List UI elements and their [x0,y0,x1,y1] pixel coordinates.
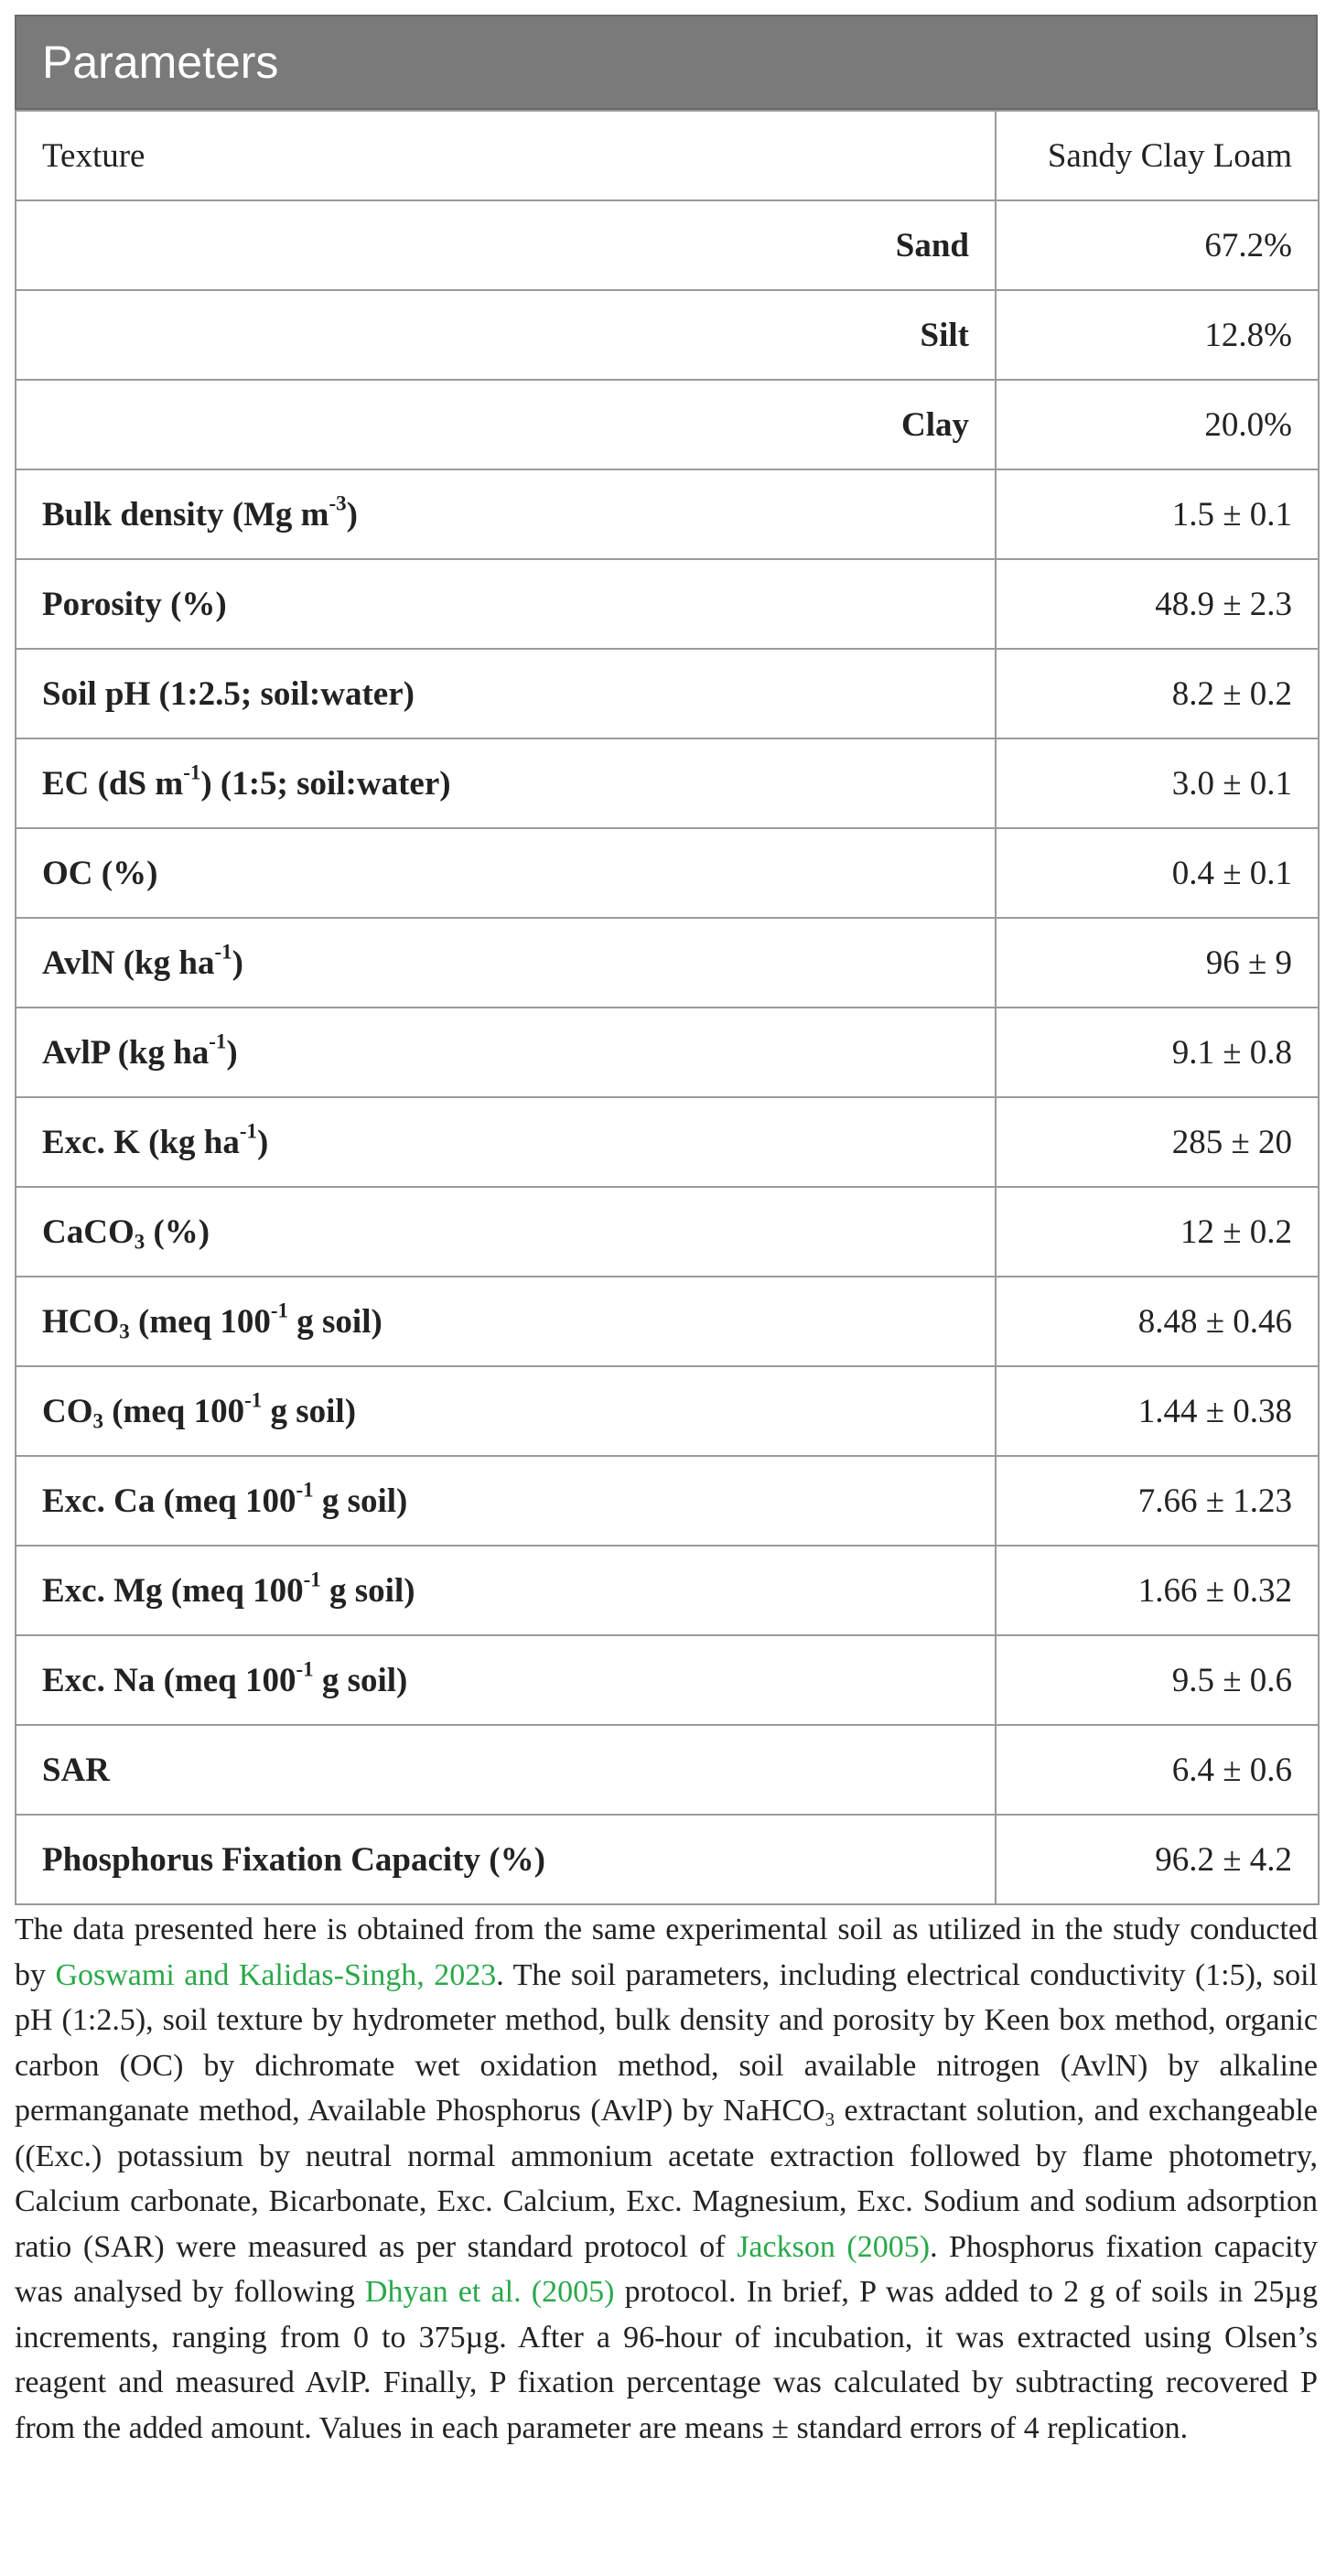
row-label: AvlN (kg $ha^{-1}$) [16,918,996,1008]
row-value: 12.8% [996,290,1319,380]
row-label: SAR [16,1725,996,1815]
row-value: 3.0 ± 0.1 [996,738,1319,828]
table-row [16,1725,1319,1815]
row-value: 20.0% [996,380,1319,469]
row-label: Exc. K (kg $ha^{-1}$) [16,1097,996,1187]
row-value: 8.48 ± 0.46 [996,1277,1319,1366]
row-value: 9.1 ± 0.8 [996,1008,1319,1097]
table-row [16,1456,1319,1546]
row-value: 285 ± 20 [996,1097,1319,1187]
table-row [16,469,1319,559]
citation-link-jackson[interactable]: Jackson (2005) [737,2229,931,2264]
table-row [16,1366,1319,1456]
row-value: 6.4 ± 0.6 [996,1725,1319,1815]
row-value: 96.2 ± 4.2 [996,1815,1319,1904]
row-label: Bulk density (Mg $m^{-3}$) [16,469,996,559]
row-label: Exc. Ca (meq $100^{-1}$ g soil) [16,1456,996,1546]
row-label: Sand [16,200,996,290]
table-row [16,380,1319,469]
parameters-grid [15,110,1320,1905]
row-label: CaCO$_3$ (%) [16,1187,996,1277]
table-row [16,1277,1319,1366]
table-row [16,1635,1319,1725]
row-value: 8.2 ± 0.2 [996,649,1319,738]
row-label: Exc. Mg (meq $100^{-1}$ g soil) [16,1546,996,1635]
row-value: 67.2% [996,200,1319,290]
citation-link-goswami[interactable]: Goswami and Kalidas-Singh, 2023 [55,1957,497,1992]
table-row [16,200,1319,290]
row-label: Texture [16,111,996,200]
table-row [16,290,1319,380]
table-footnote: The data presented here is obtained from the same experimental soil as utilized in the study conducted by Goswami and Kalidas-Singh, 2023. The soil parameters, including electrical conductivity (1:5), soil pH (1:2.5), soil texture by hydrometer method, bulk density and porosity by Keen box method, organic carbon (OC) by dichromate wet oxidation method, soil available nitrogen (AvlN) by alkaline permanganate method, Available Phosphorus (AvlP) by NaHCO$_3$ extractant solution, and exchangeable ((Exc.) potassium by neutral normal ammonium acetate extraction followed by flame photometry, Calcium carbonate, Bicarbonate, Exc. Calcium, Exc. Magnesium, Exc. Sodium and sodium adsorption ratio (SAR) were measured as per standard protocol of Jackson (2005). Phosphorus fixation capacity was analysed by following Dhyan et al. (2005) protocol. In brief, P was added to 2 g of soils in 25µg increments, ranging from 0 to 375µg. After a 96-hour of incubation, it was extracted using Olsen’s reagent and measured AvlP. Finally, P fixation percentage was calculated by subtracting recovered P from the added amount. Values in each parameter are means ± standard errors of 4 replication. [15,1913,1319,2445]
table-row [16,1097,1319,1187]
row-value: 1.5 ± 0.1 [996,469,1319,559]
row-label: Silt [16,290,996,380]
row-value: 9.5 ± 0.6 [996,1635,1319,1725]
row-value: 1.66 ± 0.32 [996,1546,1319,1635]
table-row [16,1815,1319,1904]
row-value: 7.66 ± 1.23 [996,1456,1319,1546]
table-row [16,1187,1319,1277]
row-label: $CO_3$ (meq $100^{-1}$ g soil) [16,1366,996,1456]
citation-link-dhyan[interactable]: Dhyan et al. (2005) [364,2275,615,2309]
table-row [16,738,1319,828]
row-label: Porosity (%) [16,559,996,649]
table-row [16,1008,1319,1097]
row-value: 48.9 ± 2.3 [996,559,1319,649]
table-row [16,649,1319,738]
row-value: 1.44 ± 0.38 [996,1366,1319,1456]
table-row [16,111,1319,200]
row-value: 0.4 ± 0.1 [996,828,1319,918]
table-header-title: Parameters [42,37,279,88]
row-label: Exc. Na (meq $100^{-1}$ g soil) [16,1635,996,1725]
row-label: Soil pH (1:2.5; soil:water) [16,649,996,738]
table-row [16,559,1319,649]
row-label: Phosphorus Fixation Capacity (%) [16,1815,996,1904]
table-header [15,15,1318,110]
row-label: Clay [16,380,996,469]
row-value: 96 ± 9 [996,918,1319,1008]
row-label: OC (%) [16,828,996,918]
table-row [16,1546,1319,1635]
table-row [16,918,1319,1008]
row-label: $HCO_3$ (meq $100^{-1}$ g soil) [16,1277,996,1366]
row-label: EC (dS $m^{-1}$) (1:5; soil:water) [16,738,996,828]
row-label: AvlP (kg $ha^{-1}$) [16,1008,996,1097]
row-value: Sandy Clay Loam [996,111,1319,200]
soil-parameters-table [15,15,1318,1905]
row-value: 12 ± 0.2 [996,1187,1319,1277]
table-row [16,828,1319,918]
